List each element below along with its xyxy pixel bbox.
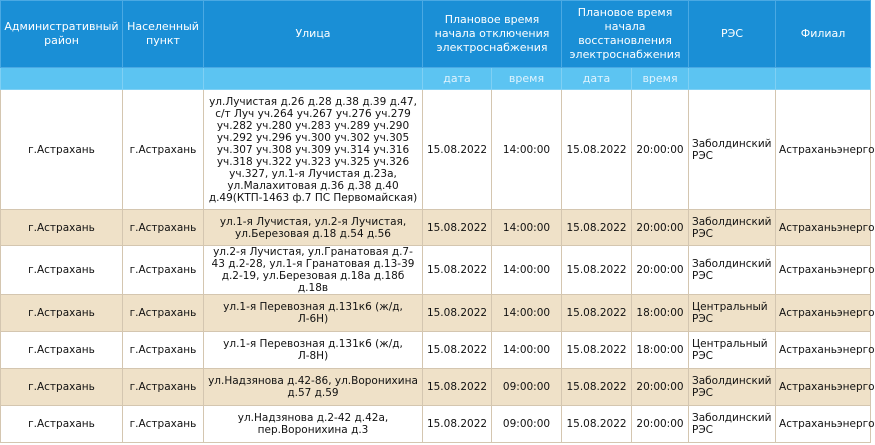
- cell-street: ул.Надзянова д.42-86, ул.Воронихина д.57 д.59: [204, 369, 423, 406]
- cell-off-time: 14:00:00: [492, 295, 562, 332]
- cell-on-time: 20:00:00: [632, 369, 689, 406]
- table-row: [1, 332, 871, 369]
- cell-locality: г.Астрахань: [123, 369, 204, 406]
- cell-off-time: 14:00:00: [492, 332, 562, 369]
- cell-branch: Астраханьэнерго: [776, 90, 871, 210]
- cell-locality: г.Астрахань: [123, 295, 204, 332]
- cell-district: г.Астрахань: [1, 246, 123, 295]
- cell-locality: г.Астрахань: [123, 90, 204, 210]
- cell-off-date: 15.08.2022: [423, 90, 492, 210]
- cell-on-date: 15.08.2022: [562, 295, 632, 332]
- cell-street: ул.2-я Лучистая, ул.Гранатовая д.7-43 д.2-28, ул.1-я Гранатовая д.13-39 д.2-19, ул.Березовая д.18а д.18б д.18в: [204, 246, 423, 295]
- subheader-on-time: время: [632, 68, 689, 90]
- cell-res: Заболдинский РЭС: [689, 406, 776, 443]
- cell-off-time: 09:00:00: [492, 369, 562, 406]
- subheader-off-date: дата: [423, 68, 492, 90]
- cell-district: г.Астрахань: [1, 406, 123, 443]
- table-row: [1, 246, 871, 295]
- cell-res: Центральный РЭС: [689, 332, 776, 369]
- cell-off-date: 15.08.2022: [423, 210, 492, 246]
- cell-locality: г.Астрахань: [123, 210, 204, 246]
- table-body: [1, 90, 875, 443]
- subheader-empty: [689, 68, 776, 90]
- table-row: [1, 406, 871, 443]
- table-row: [1, 210, 871, 246]
- cell-locality: г.Астрахань: [123, 246, 204, 295]
- cell-branch: Астраханьэнерго: [776, 210, 871, 246]
- header-street: Улица: [204, 1, 423, 68]
- subheader-off-time: время: [492, 68, 562, 90]
- cell-res: Заболдинский РЭС: [689, 246, 776, 295]
- cell-on-date: 15.08.2022: [562, 210, 632, 246]
- subheader-empty: [1, 68, 123, 90]
- header-locality: Населенный пункт: [123, 1, 204, 68]
- cell-off-time: 14:00:00: [492, 246, 562, 295]
- cell-off-date: 15.08.2022: [423, 295, 492, 332]
- cell-on-time: 20:00:00: [632, 246, 689, 295]
- cell-on-date: 15.08.2022: [562, 332, 632, 369]
- table-row: [1, 369, 871, 406]
- cell-off-time: 14:00:00: [492, 90, 562, 210]
- header-district: Административный район: [1, 1, 123, 68]
- cell-on-time: 20:00:00: [632, 210, 689, 246]
- cell-street: ул.1-я Перевозная д.131к6 (ж/д, Л-8Н): [204, 332, 423, 369]
- cell-branch: Астраханьэнерго: [776, 246, 871, 295]
- header-res: РЭС: [689, 1, 776, 68]
- cell-on-time: 18:00:00: [632, 295, 689, 332]
- cell-locality: г.Астрахань: [123, 332, 204, 369]
- cell-on-time: 20:00:00: [632, 90, 689, 210]
- cell-on-date: 15.08.2022: [562, 406, 632, 443]
- cell-on-time: 20:00:00: [632, 406, 689, 443]
- header-branch: Филиал: [776, 1, 871, 68]
- header-on-time: Плановое время начала восстановления электроснабжения: [562, 1, 689, 68]
- table-row: [1, 295, 871, 332]
- cell-res: Заболдинский РЭС: [689, 90, 776, 210]
- cell-res: Центральный РЭС: [689, 295, 776, 332]
- cell-locality: г.Астрахань: [123, 406, 204, 443]
- cell-on-date: 15.08.2022: [562, 246, 632, 295]
- cell-res: Заболдинский РЭС: [689, 369, 776, 406]
- cell-on-date: 15.08.2022: [562, 90, 632, 210]
- cell-off-date: 15.08.2022: [423, 406, 492, 443]
- table-row: [1, 90, 871, 210]
- cell-res: Заболдинский РЭС: [689, 210, 776, 246]
- cell-branch: Астраханьэнерго: [776, 295, 871, 332]
- cell-off-date: 15.08.2022: [423, 332, 492, 369]
- cell-district: г.Астрахань: [1, 210, 123, 246]
- table-header: [1, 1, 871, 90]
- cell-street: ул.Лучистая д.26 д.28 д.38 д.39 д.47, с/т Луч уч.264 уч.267 уч.276 уч.279 уч.282 уч.280 уч.283 уч.289 уч.290 уч.292 уч.296 уч.300 уч.302 уч.305 уч.307 уч.308 уч.309 уч.314 уч.316 уч.318 уч.322 уч.323 уч.325 уч.326 уч.327, ул.1-я Лучистая д.23а, ул.Малахитовая д.36 д.38 д.40 д.49(КТП-1463 ф.7 ПС Первомайская): [204, 90, 423, 210]
- cell-district: г.Астрахань: [1, 332, 123, 369]
- cell-street: ул.Надзянова д.2-42 д.42а, пер.Воронихина д.3: [204, 406, 423, 443]
- cell-on-date: 15.08.2022: [562, 369, 632, 406]
- subheader-empty: [123, 68, 204, 90]
- cell-street: ул.1-я Перевозная д.131к6 (ж/д, Л-6Н): [204, 295, 423, 332]
- cell-branch: Астраханьэнерго: [776, 406, 871, 443]
- cell-branch: Астраханьэнерго: [776, 332, 871, 369]
- subheader-on-date: дата: [562, 68, 632, 90]
- subheader-empty: [204, 68, 423, 90]
- cell-off-date: 15.08.2022: [423, 369, 492, 406]
- subheader-empty: [776, 68, 871, 90]
- cell-district: г.Астрахань: [1, 295, 123, 332]
- cell-off-time: 14:00:00: [492, 210, 562, 246]
- cell-district: г.Астрахань: [1, 90, 123, 210]
- cell-off-time: 09:00:00: [492, 406, 562, 443]
- cell-off-date: 15.08.2022: [423, 246, 492, 295]
- cell-on-time: 18:00:00: [632, 332, 689, 369]
- cell-street: ул.1-я Лучистая, ул.2-я Лучистая, ул.Березовая д.18 д.54 д.56: [204, 210, 423, 246]
- cell-branch: Астраханьэнерго: [776, 369, 871, 406]
- header-off-time: Плановое время начала отключения электроснабжения: [423, 1, 562, 68]
- cell-district: г.Астрахань: [1, 369, 123, 406]
